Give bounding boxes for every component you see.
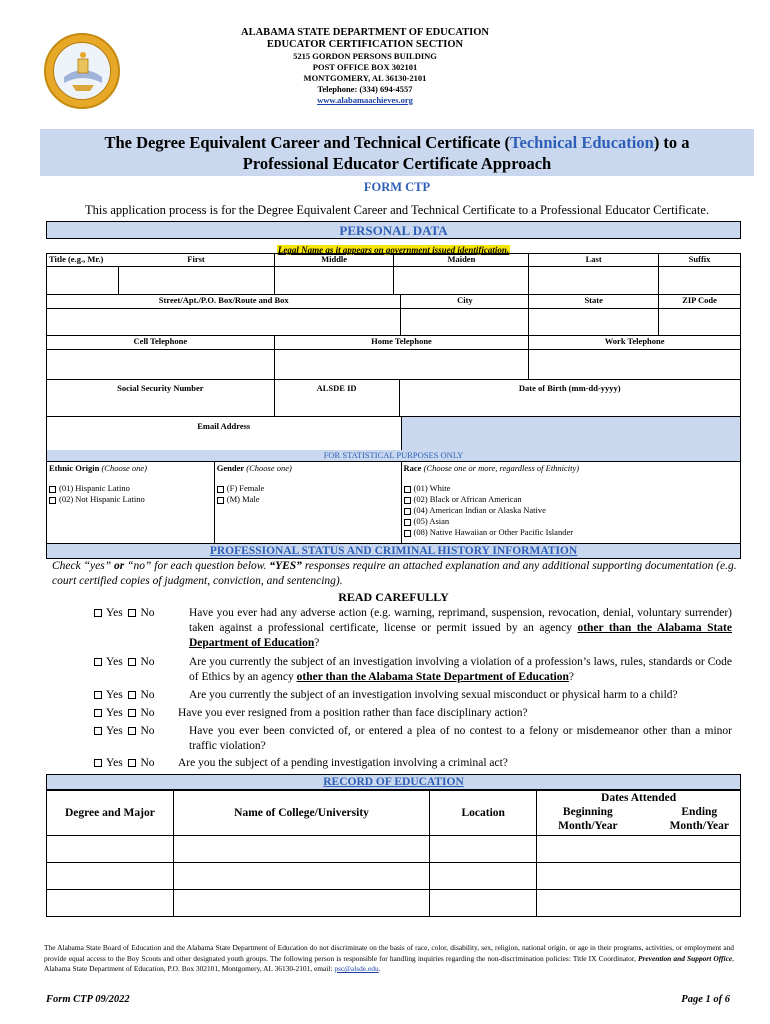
label-title: Title (e.g., Mr.) [47, 254, 119, 267]
q6-no-checkbox[interactable] [128, 759, 136, 767]
q2-yes-checkbox[interactable] [94, 658, 102, 666]
q1-text: Have you ever had any adverse action (e.g. warning, reprimand, suspension, revocation, denial, voluntary surrender) taken against a professional certificate, license or permit issued by an agency other than the Alabama State Department of Education? [189, 607, 732, 649]
edu-row3-dates[interactable] [537, 890, 741, 917]
last-name-input[interactable] [529, 267, 659, 295]
title-input[interactable] [47, 267, 119, 295]
maiden-name-input[interactable] [394, 267, 529, 295]
statistical-heading: FOR STATISTICAL PURPOSES ONLY [46, 450, 741, 461]
professional-heading-bar [46, 543, 741, 559]
label-street: Street/Apt./P.O. Box/Route and Box [47, 295, 401, 309]
q1-no-checkbox[interactable] [128, 609, 136, 617]
edu-row1-dates[interactable] [537, 836, 741, 863]
label-first: First [118, 254, 274, 267]
dept-name: ALABAMA STATE DEPARTMENT OF EDUCATION [241, 27, 489, 38]
q2-answer: Yes No [94, 655, 155, 670]
label-state: State [529, 295, 659, 309]
gender-option-male[interactable]: (M) Male [217, 494, 399, 505]
form-id: FORM CTP [363, 180, 431, 194]
q5-yes-checkbox[interactable] [94, 727, 102, 735]
name-table [46, 253, 741, 295]
label-cell: Cell Telephone [47, 336, 275, 350]
label-middle: Middle [274, 254, 394, 267]
cell-phone-input[interactable] [47, 350, 275, 380]
legal-note-row [46, 240, 741, 253]
work-phone-input[interactable] [529, 350, 741, 380]
website-link[interactable]: www.alabamaachieves.org [317, 95, 413, 105]
address-line-1: 5215 GORDON PERSONS BUILDING [293, 51, 437, 61]
edu-row2-college[interactable] [173, 863, 430, 890]
dates-attended: Dates Attended [601, 792, 677, 804]
ethnic-hint: (Choose one) [101, 463, 147, 473]
q6-yes-checkbox[interactable] [94, 759, 102, 767]
contact-email-link[interactable]: psc@alsde.edu [334, 964, 379, 973]
suffix-input[interactable] [659, 267, 741, 295]
col-dates [537, 791, 741, 836]
label-dob: Date of Birth (mm-dd-yyyy) [518, 383, 621, 393]
q3-no-checkbox[interactable] [128, 691, 136, 699]
checkbox[interactable] [404, 486, 411, 493]
city-input[interactable] [401, 309, 529, 336]
ethnic-col [47, 462, 215, 544]
label-email: Email Address [197, 421, 251, 431]
checkbox[interactable] [217, 497, 224, 504]
q4-text: Have you ever resigned from a position rather than face disciplinary action? [178, 707, 528, 719]
form-revision: Form CTP 09/2022 [46, 994, 130, 1005]
email-label-cell [47, 417, 402, 451]
checkbox[interactable] [404, 530, 411, 537]
dob-cell[interactable] [399, 380, 740, 417]
checkbox[interactable] [217, 486, 224, 493]
q2-no-checkbox[interactable] [128, 658, 136, 666]
email-table [46, 416, 741, 451]
checkbox[interactable] [404, 519, 411, 526]
id-table [46, 379, 741, 417]
checkbox[interactable] [49, 486, 56, 493]
q2-text: Are you currently the subject of an investigation involving a violation of a profession’s laws, rules, standards or Code of Ethics by an agency other than the Alabama State Department of Education? [189, 656, 732, 683]
label-race: Race [403, 463, 422, 473]
gender-option-female[interactable]: (F) Female [217, 483, 399, 494]
professional-heading: PROFESSIONAL STATUS AND CRIMINAL HISTORY INFORMATION [209, 545, 578, 557]
label-maiden: Maiden [394, 254, 529, 267]
intro-text: This application process is for the Degree Equivalent Career and Technical Certificate to a Professional Educator Certificate. [85, 203, 709, 217]
col-degree: Degree and Major [47, 791, 174, 836]
personal-data-heading: PERSONAL DATA [339, 223, 448, 238]
col-ending: Ending Month/Year [669, 806, 729, 832]
form-title-line-1: The Degree Equivalent Career and Technical Certificate (Technical Education) to a [104, 133, 690, 152]
label-ssn: Social Security Number [117, 383, 204, 393]
checkbox[interactable] [49, 497, 56, 504]
zip-input[interactable] [659, 309, 741, 336]
col-college: Name of College/University [173, 791, 430, 836]
race-hint: (Choose one or more, regardless of Ethnicity) [423, 463, 580, 473]
q3-text: Are you currently the subject of an investigation involving sexual misconduct or physical harm to a child? [189, 689, 678, 701]
personal-data-heading-bar [46, 221, 741, 239]
race-option-pacific-islander[interactable]: (08) Native Hawaiian or Other Pacific Islander [404, 527, 739, 538]
middle-name-input[interactable] [274, 267, 394, 295]
statistics-table [46, 461, 741, 544]
checkbox[interactable] [404, 508, 411, 515]
race-option-asian[interactable]: (05) Asian [404, 516, 739, 527]
label-zip: ZIP Code [659, 295, 741, 309]
label-suffix: Suffix [659, 254, 741, 267]
q3-yes-checkbox[interactable] [94, 691, 102, 699]
phone-table [46, 335, 741, 380]
q4-no-checkbox[interactable] [128, 709, 136, 717]
email-input[interactable] [401, 417, 741, 451]
gender-hint: (Choose one) [246, 463, 292, 473]
label-home: Home Telephone [274, 336, 529, 350]
address-table [46, 294, 741, 336]
race-col [401, 462, 741, 544]
q1-answer: Yes No [94, 606, 155, 621]
q5-no-checkbox[interactable] [128, 727, 136, 735]
edu-row1-degree[interactable] [47, 836, 174, 863]
edu-row3-degree[interactable] [47, 890, 174, 917]
edu-row2-location[interactable] [430, 863, 537, 890]
professional-instructions: Check “yes” or “no” for each question below. “YES” responses require an attached explanation and any additional supporting documentation (e.g. court certified copies of judgment, conviction, and sentencing). [52, 560, 737, 587]
title-highlight: Technical Education [510, 133, 654, 152]
read-carefully: READ CAREFULLY [338, 590, 449, 604]
col-beginning: Beginning Month/Year [558, 806, 618, 832]
race-option-native-american[interactable]: (04) American Indian or Alaska Native [404, 505, 739, 516]
edu-row3-college[interactable] [173, 890, 430, 917]
alsde-id-cell[interactable] [274, 380, 399, 417]
q4-answer: Yes No [94, 706, 155, 721]
address-line-3: MONTGOMERY, AL 36130-2101 [303, 73, 427, 83]
q5-answer: Yes No [94, 724, 155, 739]
home-phone-input[interactable] [274, 350, 529, 380]
q5-text: Have you ever been convicted of, or entered a plea of no contest to a felony or misdemeanor other than a minor traffic violation? [189, 725, 732, 752]
label-gender: Gender [216, 463, 245, 473]
race-option-black[interactable]: (02) Black or African American [404, 494, 739, 505]
q4-yes-checkbox[interactable] [94, 709, 102, 717]
label-last: Last [529, 254, 659, 267]
nondiscrimination-notice: The Alabama State Board of Education and the Alabama State Department of Education do not discriminate on the basis of race, color, disability, sex, religion, national origin, or age in their programs, activities, or employment and provide equal access to the Boy Scouts and other designated youth groups. The following person is responsible for handling inquiries regarding the non-discrimination policies: Title IX Coordinator, Prevention and Support Office, Alabama State Department of Education, P.O. Box 302101, Montgomery, AL 36130-2101, email: psc@alsde.edu. [44, 943, 734, 973]
q1-yes-checkbox[interactable] [94, 609, 102, 617]
gender-col [214, 462, 401, 544]
label-ethnic: Ethnic Origin [49, 463, 100, 473]
race-option-white[interactable]: (01) White [404, 483, 739, 494]
edu-row2-dates[interactable] [537, 863, 741, 890]
section-name: EDUCATOR CERTIFICATION SECTION [266, 39, 464, 50]
education-heading: RECORD OF EDUCATION [323, 776, 464, 788]
edu-row1-location[interactable] [430, 836, 537, 863]
page-number: Page 1 of 6 [681, 994, 730, 1005]
form-title-band [40, 129, 754, 176]
first-name-input[interactable] [118, 267, 274, 295]
edu-row2-degree[interactable] [47, 863, 174, 890]
form-title-line-2: Professional Educator Certificate Approach [242, 154, 552, 173]
agency-header [150, 27, 580, 106]
q6-text: Are you the subject of a pending investigation involving a criminal act? [178, 757, 508, 769]
edu-row3-location[interactable] [430, 890, 537, 917]
col-location: Location [430, 791, 537, 836]
address-line-2: POST OFFICE BOX 302101 [312, 62, 418, 72]
street-input[interactable] [47, 309, 401, 336]
label-alsde: ALSDE ID [316, 383, 357, 393]
edu-row1-college[interactable] [173, 836, 430, 863]
checkbox[interactable] [404, 497, 411, 504]
ssn-cell[interactable] [47, 380, 275, 417]
seal-emblem-icon [54, 43, 111, 100]
education-table [46, 790, 741, 917]
ethnic-option-not-hispanic[interactable]: (02) Not Hispanic Latino [49, 494, 212, 505]
alsde-seal-logo [44, 33, 120, 109]
legal-note: Legal Name as it appears on government issued identification. [277, 245, 510, 255]
q6-answer: Yes No [94, 756, 155, 771]
state-input[interactable] [529, 309, 659, 336]
phone-line: Telephone: (334) 694-4557 [317, 84, 413, 94]
label-work: Work Telephone [529, 336, 741, 350]
label-city: City [401, 295, 529, 309]
education-heading-bar [46, 774, 741, 790]
ethnic-option-hispanic[interactable]: (01) Hispanic Latino [49, 483, 212, 494]
q3-answer: Yes No [94, 688, 155, 703]
